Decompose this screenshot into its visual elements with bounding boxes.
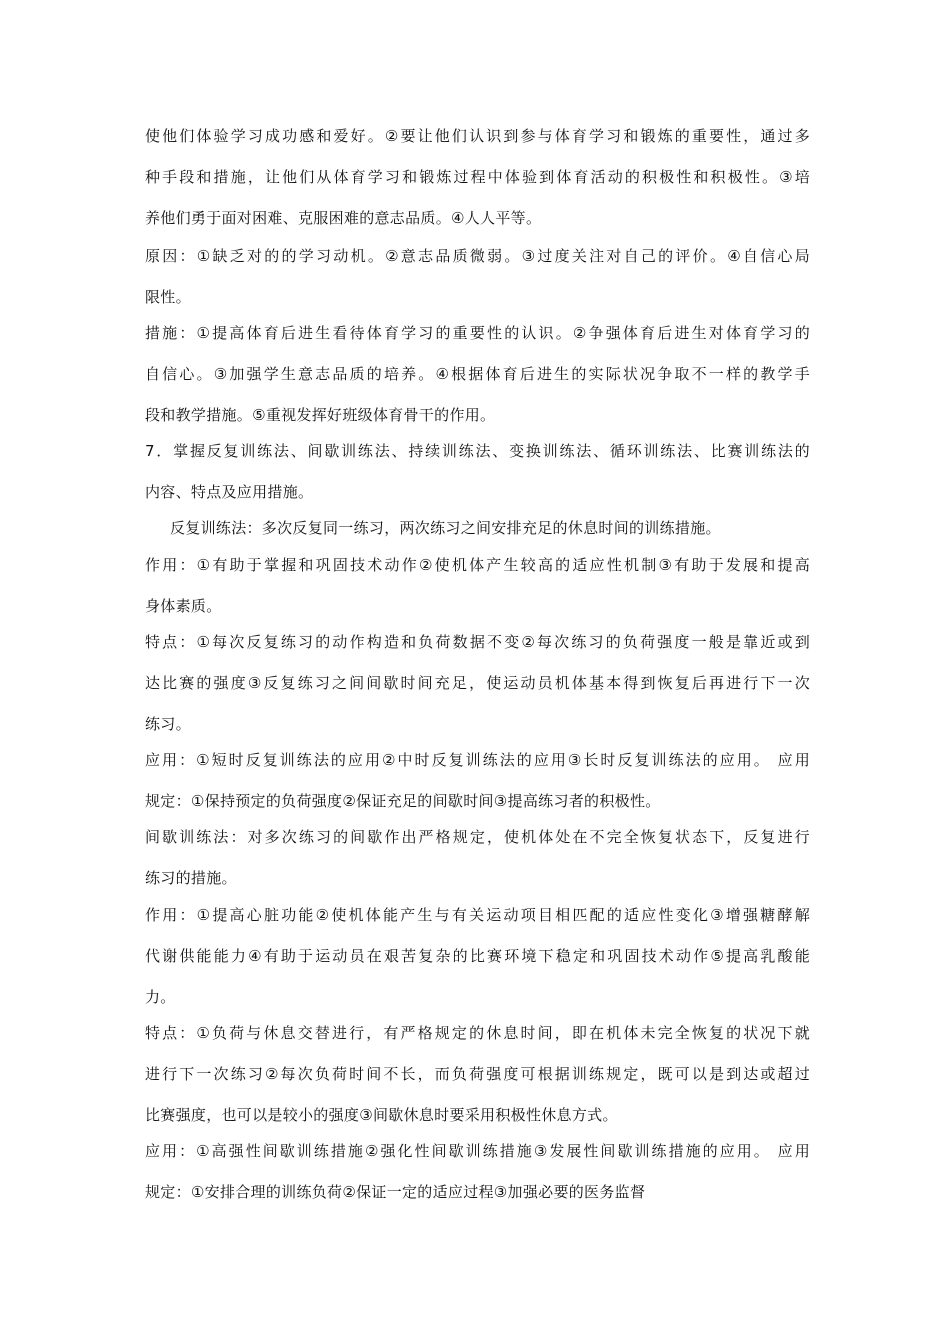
text-line: 反复训练法：多次反复同一练习，两次练习之间安排充足的休息时间的训练措施。 — [170, 519, 721, 537]
section-heading: 7．掌握反复训练法、间歇训练法、持续训练法、变换训练法、循环训练法、比赛训练法的 — [145, 442, 810, 460]
text-line: 种手段和措施，让他们从体育学习和锻炼过程中体验到体育活动的积极性和积极性。③培 — [145, 168, 810, 186]
text-line: 作用：①提高心脏功能②使机体能产生与有关运动项目相匹配的适应性变化③增强糖酵解 — [145, 906, 810, 924]
text-line: 代谢供能能力④有助于运动员在艰苦复杂的比赛环境下稳定和巩固技术动作⑤提高乳酸能 — [145, 947, 810, 965]
text-line: 应用：①短时反复训练法的应用②中时反复训练法的应用③长时反复训练法的应用。 应用 — [145, 751, 810, 769]
text-line: 身体素质。 — [145, 597, 222, 615]
text-line: 养他们勇于面对困难、克服困难的意志品质。④人人平等。 — [145, 209, 542, 227]
text-line: 规定：①保持预定的负荷强度②保证充足的间歇时间③提高练习者的积极性。 — [145, 792, 661, 810]
text-line: 规定：①安排合理的训练负荷②保证一定的适应过程③加强必要的医务监督 — [145, 1183, 646, 1201]
text-line: 特点：①负荷与休息交替进行，有严格规定的休息时间，即在机体未完全恢复的状况下就 — [145, 1024, 810, 1042]
text-line: 段和教学措施。⑤重视发挥好班级体育骨干的作用。 — [145, 406, 496, 424]
section-heading: 内容、特点及应用措施。 — [145, 483, 314, 501]
text-line: 使他们体验学习成功感和爱好。②要让他们认识到参与体育学习和锻炼的重要性，通过多 — [145, 127, 810, 145]
text-line: 达比赛的强度③反复练习之间间歇时间充足，使运动员机体基本得到恢复后再进行下一次 — [145, 674, 810, 692]
text-line: 自信心。③加强学生意志品质的培养。④根据体育后进生的实际状况争取不一样的教学手 — [145, 365, 810, 383]
text-line: 练习的措施。 — [145, 869, 237, 887]
text-line: 练习。 — [145, 715, 191, 733]
text-line: 措施：①提高体育后进生看待体育学习的重要性的认识。②争强体育后进生对体育学习的 — [145, 324, 810, 342]
text-line: 进行下一次练习②每次负荷时间不长，而负荷强度可根据训练规定，既可以是到达或超过 — [145, 1065, 810, 1083]
text-line: 限性。 — [145, 288, 191, 306]
text-line: 比赛强度，也可以是较小的强度③间歇休息时要采用积极性休息方式。 — [145, 1106, 618, 1124]
text-line: 原因：①缺乏对的的学习动机。②意志品质微弱。③过度关注对自己的评价。④自信心局 — [145, 247, 810, 265]
text-line: 应用：①高强性间歇训练措施②强化性间歇训练措施③发展性间歇训练措施的应用。 应用 — [145, 1142, 810, 1160]
text-line: 特点：①每次反复练习的动作构造和负荷数据不变②每次练习的负荷强度一般是靠近或到 — [145, 633, 810, 651]
text-line: 力。 — [145, 988, 176, 1006]
text-line: 作用：①有助于掌握和巩固技术动作②使机体产生较高的适应性机制③有助于发展和提高 — [145, 556, 810, 574]
text-line: 间歇训练法：对多次练习的间歇作出严格规定，使机体处在不完全恢复状态下，反复进行 — [145, 828, 810, 846]
